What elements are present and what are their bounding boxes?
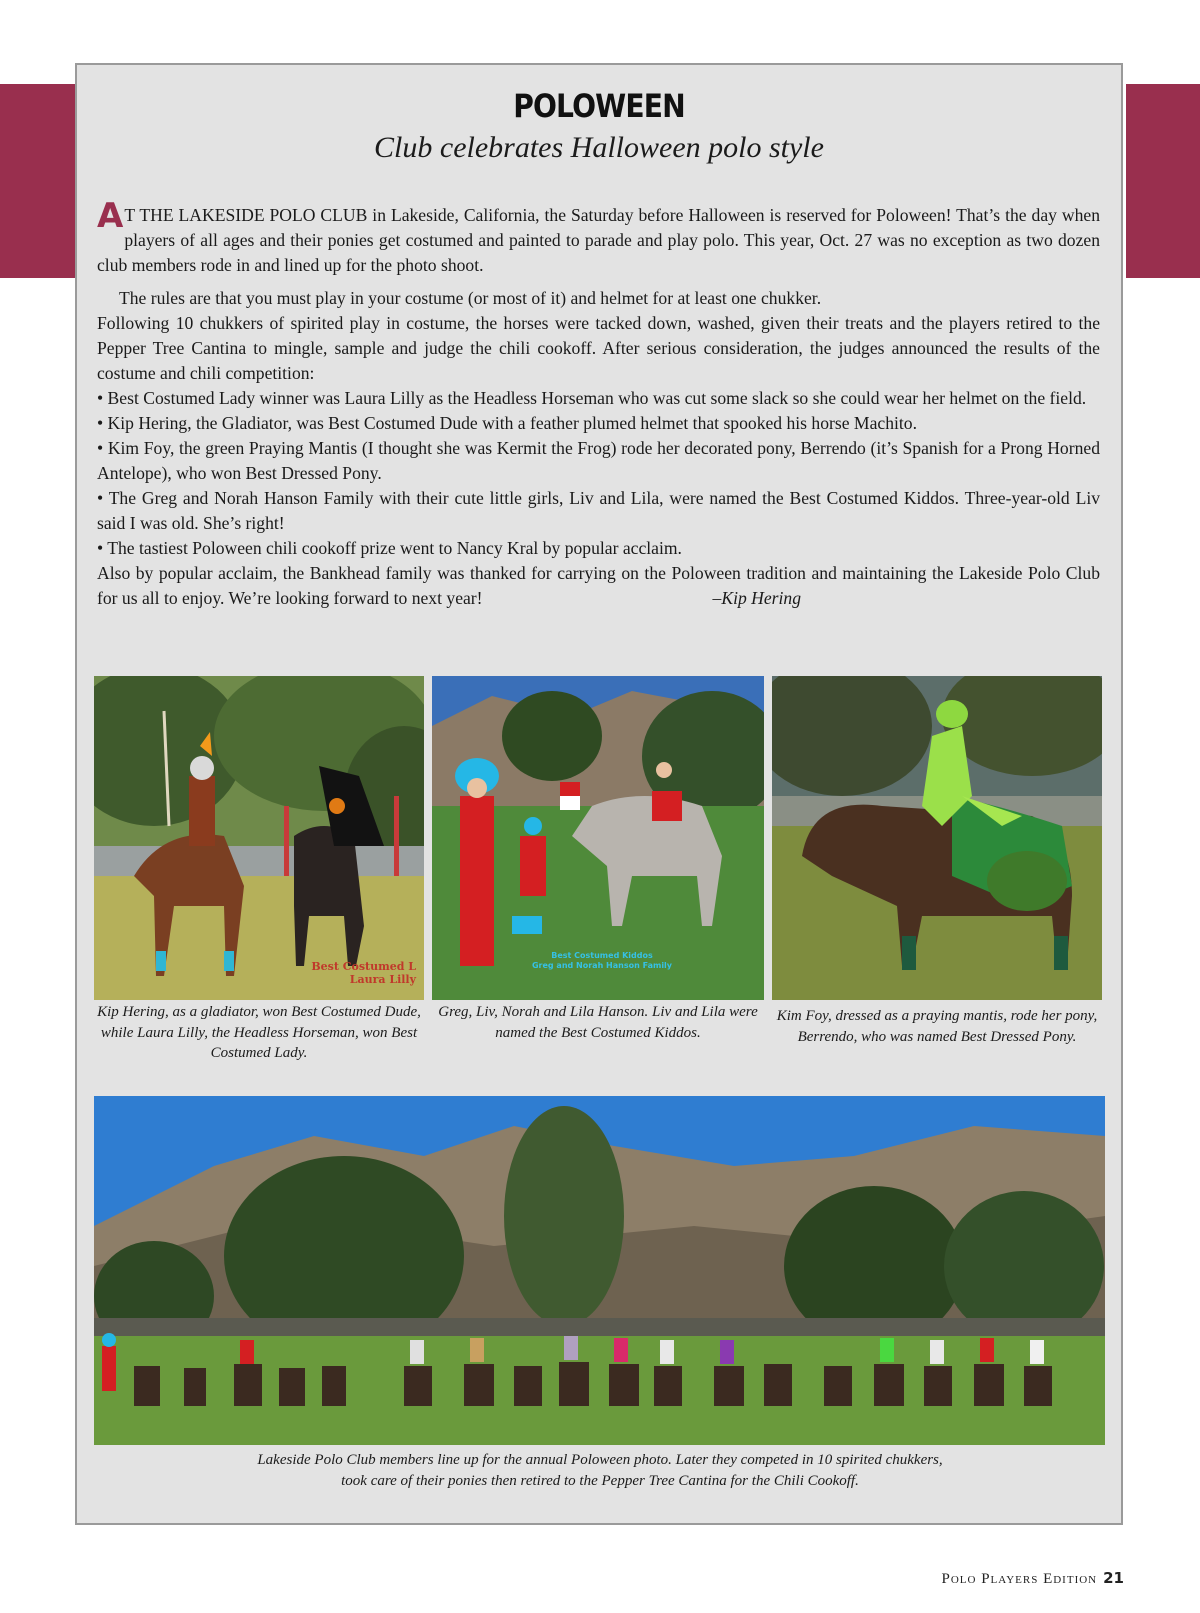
article-body xyxy=(97,196,1100,611)
bullet-item: • Best Costumed Lady winner was Laura Lilly as the Headless Horseman who was cut some slack so she could wear her helmet on the field. xyxy=(97,388,1087,408)
accent-band-left xyxy=(0,84,78,278)
photo-group-lineup xyxy=(94,1096,1105,1445)
photo2-overlay-line2: Greg and Norah Hanson Family xyxy=(531,961,673,970)
article-subtitle: Club celebrates Halloween polo style xyxy=(374,131,824,164)
photo-praying-mantis xyxy=(772,676,1102,1000)
photo4-caption: Lakeside Polo Club members line up for the annual Poloween photo. Later they competed in 10 spirited chukkers, took care of their ponies then retired to the Pepper Tree Cantina for the Chili Cookoff. xyxy=(257,1452,943,1489)
photo2-overlay-line1: Best Costumed Kiddos xyxy=(551,951,653,960)
bullet-item: • The tastiest Poloween chili cookoff prize went to Nancy Kral by popular acclaim. xyxy=(97,538,682,558)
closing-text: Also by popular acclaim, the Bankhead family was thanked for carrying on the Poloween tradition and maintaining the Lakeside Polo Club for us all to enjoy. We’re looking forward to next year! xyxy=(97,563,1100,608)
lead-text: T THE LAKESIDE POLO CLUB in Lakeside, California, the Saturday before Halloween is reserved for Poloween! That’s the day when players of all ages and their ponies get costumed and painted to parade and play polo. This year, Oct. 27 was no exception as two dozen club members rode in and lined up for the photo shoot. xyxy=(97,205,1100,275)
page-footer xyxy=(942,1569,1124,1588)
bullet-item: • The Greg and Norah Hanson Family with their cute little girls, Liv and Lila, were named the Best Costumed Kiddos. Three-year-old Liv said I was old. She’s right! xyxy=(97,488,1100,533)
page-number: 21 xyxy=(1103,1569,1124,1587)
paragraph: The rules are that you must play in your costume (or most of it) and helmet for at least one chukker. xyxy=(119,288,822,308)
photo1-caption: Kip Hering, as a gladiator, won Best Costumed Dude, while Laura Lilly, the Headless Horseman, won Best Costumed Lady. xyxy=(97,1004,421,1061)
photo-hanson-family xyxy=(432,676,764,1000)
drop-cap: A xyxy=(97,196,124,236)
bullet-item: • Kip Hering, the Gladiator, was Best Costumed Dude with a feather plumed helmet that spooked his horse Machito. xyxy=(97,413,917,433)
paragraph: Following 10 chukkers of spirited play in costume, the horses were tacked down, washed, given their treats and the players retired to the Pepper Tree Cantina to mingle, sample and judge the chili cookoff. After serious consideration, the judges announced the results of the costume and chili competition: xyxy=(97,313,1100,383)
article-title: POLOWEEN xyxy=(513,87,685,125)
photo2-caption: Greg, Liv, Norah and Lila Hanson. Liv and Lila were named the Best Costumed Kiddos. xyxy=(438,1004,758,1041)
publication-name: Polo Players Edition xyxy=(941,1571,1098,1587)
accent-band-right xyxy=(1126,84,1200,278)
closing-paragraph xyxy=(97,561,1100,611)
lead-paragraph xyxy=(97,196,1100,278)
photo1-overlay-line2: Laura Lilly xyxy=(349,973,416,986)
byline: –Kip Hering xyxy=(712,588,801,608)
photo1-overlay-line1: Best Costumed L xyxy=(311,960,416,973)
bullet-item: • Kim Foy, the green Praying Mantis (I thought she was Kermit the Frog) rode her decorated pony, Berrendo (it’s Spanish for a Prong Horned Antelope), who won Best Dressed Pony. xyxy=(97,438,1100,483)
photo3-caption: Kim Foy, dressed as a praying mantis, rode her pony, Berrendo, who was named Best Dressed Pony. xyxy=(776,1008,1098,1045)
photo-gladiator-headless-horseman xyxy=(94,676,424,1000)
